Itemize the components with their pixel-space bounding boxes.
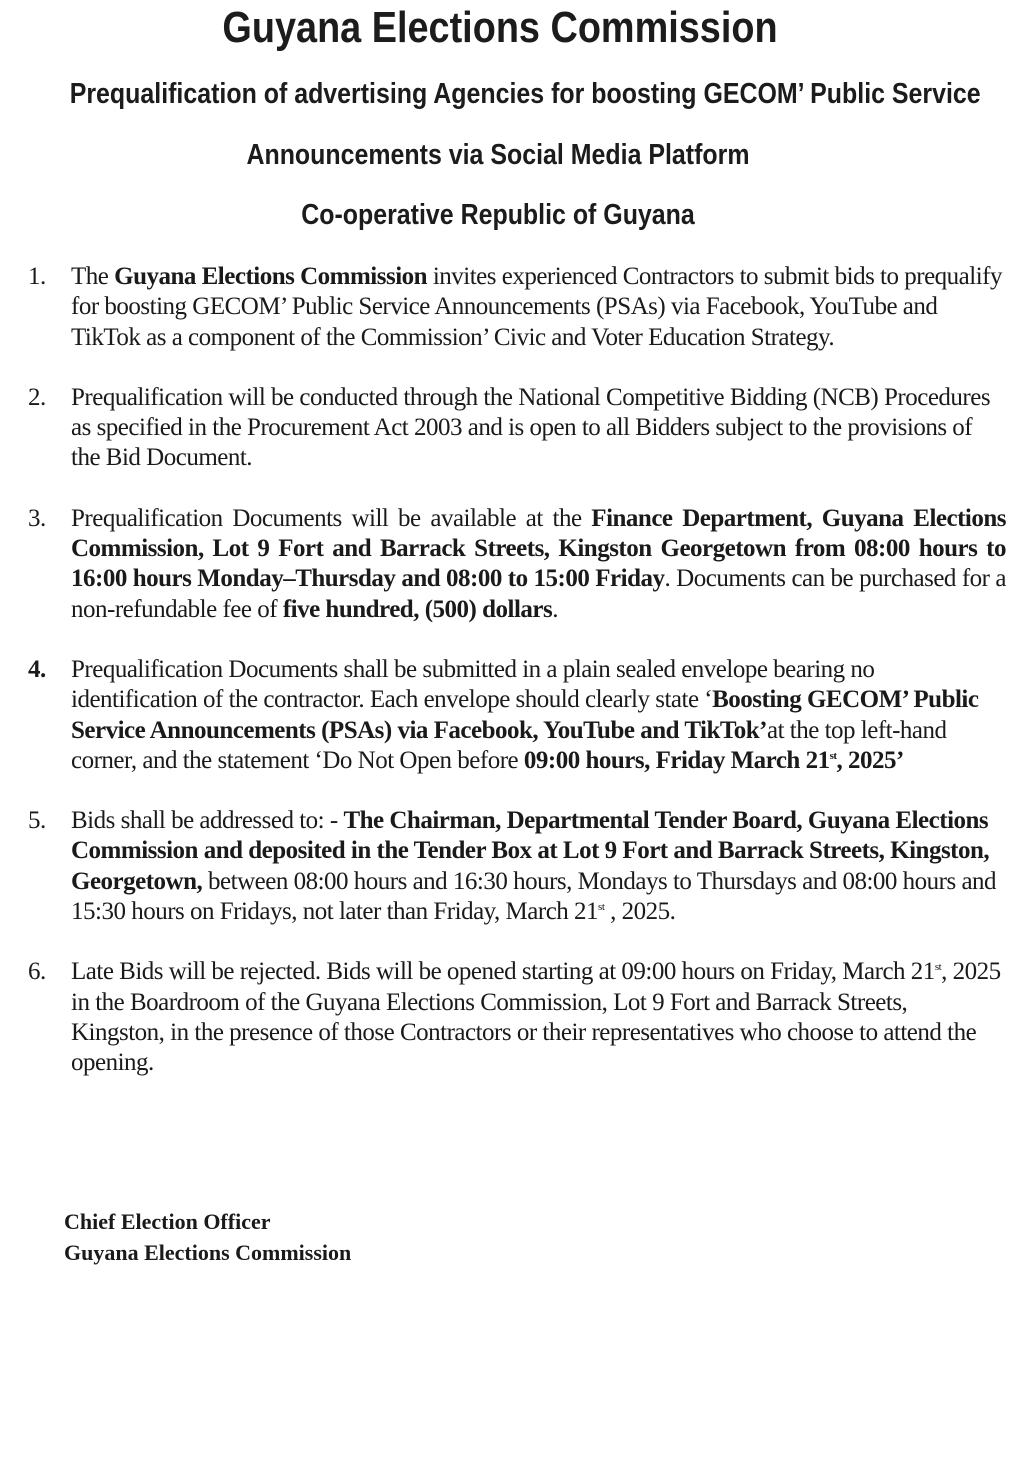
- ordinal-suffix: st: [829, 749, 837, 762]
- page-title: Guyana Elections Commission: [222, 3, 778, 52]
- clause-text: [71, 383, 1006, 474]
- clause-list: [28, 262, 1006, 1109]
- clause-number: 2.: [28, 383, 46, 411]
- clause-bold-segment: Guyana Elections Commission: [114, 263, 428, 290]
- clause-text-segment: Prequalification Documents shall be submitted in a plain sealed envelope bearing no identification of the contractor. Each envelope should clearly state ‘: [71, 655, 875, 714]
- clause-3: [28, 504, 1006, 625]
- clause-text-segment: Prequalification will be conducted through the National Competitive Bidding (NCB) Procedures as specified in the Procurement Act 2003 and is open to all Bidders subject to the provisions of the Bid Document.: [71, 383, 991, 472]
- clause-number: 3.: [28, 504, 46, 532]
- clause-bold-segment: five hundred, (500) dollars: [282, 595, 553, 623]
- clause-text-segment: Prequalification Documents will be available at the: [71, 504, 592, 532]
- clause-bold-segment: , 2025’: [836, 746, 904, 774]
- ordinal-suffix: st: [934, 961, 942, 974]
- clause-text-segment: Late Bids will be rejected. Bids will be opened starting at 09:00 hours on Friday, March 21: [71, 958, 935, 986]
- subtitle-line-1: Prequalification of advertising Agencies for boosting GECOM’ Public Service: [69, 78, 981, 110]
- clause-text: [71, 957, 1006, 1078]
- clause-text: [71, 262, 1006, 353]
- clause-bold-segment: 09:00 hours, Friday March 21: [523, 746, 830, 774]
- signatory-title: Chief Election Officer: [64, 1209, 271, 1234]
- clause-text: [71, 655, 1006, 776]
- clause-number: 5.: [28, 807, 46, 835]
- clause-text-segment: , 2025 in the Boardroom of the Guyana Elections Commission, Lot 9 Fort and Barrack Streets, Kingston, in the presence of those Contractors or their representatives who choose to attend the opening.: [71, 958, 1001, 1077]
- clause-text-segment: .: [552, 595, 558, 623]
- clause-text-segment: . Documents can be purchased for a non-refundable fee of: [71, 565, 1006, 623]
- clause-text: [71, 504, 1006, 625]
- clause-number: 6.: [28, 958, 46, 986]
- clause-1: [28, 262, 1006, 353]
- subtitle-line-2: Announcements via Social Media Platform: [246, 139, 750, 171]
- clause-text-segment: The: [71, 263, 115, 290]
- signatory-organization: Guyana Elections Commission: [64, 1240, 352, 1265]
- ordinal-suffix: st: [598, 901, 605, 914]
- clause-5: [28, 806, 1006, 927]
- clause-number: 4.: [28, 655, 46, 683]
- clause-4: [28, 655, 1006, 776]
- signature-block: [64, 1206, 351, 1268]
- clause-text: [71, 806, 1006, 927]
- clause-2: [28, 383, 1006, 474]
- clause-bold-segment: Boosting GECOM’ Public Service Announcements (PSAs) via Facebook, YouTube and TikTok’: [71, 686, 979, 744]
- clause-text-segment: , 2025.: [604, 898, 676, 926]
- clause-bold-segment: The Chairman, Departmental Tender Board, Guyana Elections Commission and deposited in the Tender Box at Lot 9 Fort and Barrack Streets, Kingston, Georgetown,: [71, 807, 990, 895]
- clause-bold-segment: Finance Department, Guyana Elections Commission, Lot 9 Fort and Barrack Streets, Kingston Georgetown from 08:00 hours to 16:00 hours Monday–Thursday and 08:00 to 15:00 Friday: [71, 504, 1006, 593]
- clause-6: [28, 957, 1006, 1078]
- subtitle-line-3: Co-operative Republic of Guyana: [301, 199, 695, 231]
- clause-text-segment: at the top left-hand corner, and the statement ‘Do Not Open before: [71, 716, 947, 774]
- clause-text-segment: between 08:00 hours and 16:30 hours, Mondays to Thursdays and 08:00 hours and 15:30 hours on Fridays, not later than Friday, March 21: [71, 867, 997, 926]
- clause-text-segment: invites experienced Contractors to submit bids to prequalify for boosting GECOM’ Public Service Announcements (PSAs) via Facebook, YouTube and TikTok as a component of the Commission’ Civic and Voter Education Strategy.: [71, 263, 1002, 351]
- clause-text-segment: Bids shall be addressed to: -: [71, 807, 344, 835]
- clause-number: 1.: [28, 263, 46, 290]
